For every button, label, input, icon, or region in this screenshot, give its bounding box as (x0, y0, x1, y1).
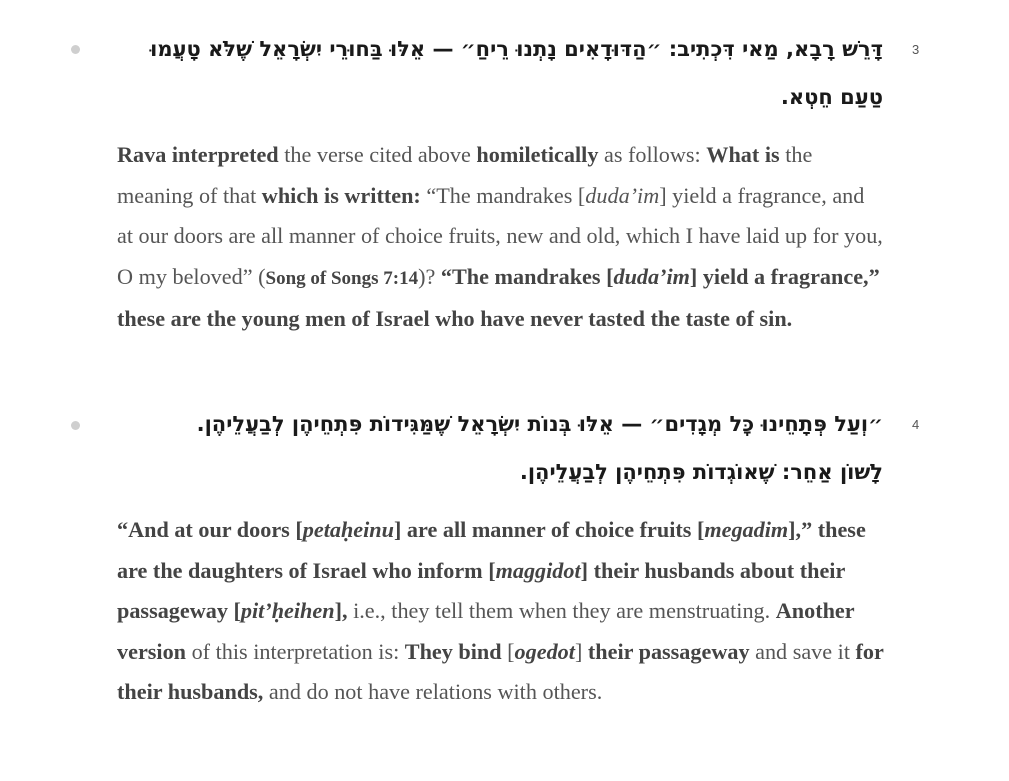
translation-run: What is (706, 142, 780, 167)
segment-number: 3 (912, 42, 920, 57)
hebrew-text: דָּרֵשׁ רָבָא, מַאי דִּכְתִיב: ״הַדּוּדָאִים נָתְנוּ רֵיחַ״ — אֵלּוּ בַּחוּרֵי יִשְׂרָאֵל שֶׁלֹּא טָעֲמוּ טַעַם חֵטְא. (150, 37, 883, 109)
translation-run: duda’im (613, 263, 690, 289)
segment-number: 4 (912, 417, 920, 432)
english-translation (117, 135, 885, 340)
translation-run: Rava interpreted (117, 142, 279, 167)
english-translation (117, 510, 885, 713)
translation-run: ] their husbands about their passageway [ (117, 557, 845, 624)
translation-run: ] (574, 638, 588, 664)
translation-run: megadim (704, 517, 789, 542)
translation-run: Another version (117, 598, 855, 664)
translation-run: ] yield a fragrance, and at our doors are all manner of choice fruits, new and old, which I have laid up for you, O my beloved” ( (117, 182, 883, 289)
translation-run: of this interpretation is: (186, 638, 405, 664)
translation-run: their passageway (587, 638, 750, 664)
verse-reference-link[interactable]: Song of Songs 7:14 (265, 267, 419, 289)
translation-run: duda’im (585, 182, 660, 208)
translation-run: “And at our doors [ (117, 517, 303, 542)
translation-run: which is written: (261, 182, 421, 208)
translation-run: and do not have relations with others. (263, 679, 603, 705)
translation-run: for their husbands, (117, 638, 884, 705)
translation-run: “The mandrakes [ (440, 263, 614, 289)
hebrew-text: ״וְעַל פְּתָחֵינוּ כׇּל מְגָדִים״ — אֵלּוּ בְּנוֹת יִשְׂרָאֵל שֶׁמַּגִּידוֹת פִּתְחֵיהֶן לְבַעֲלֵיהֶן. לָשׁוֹן אַחֵר: שֶׁאוֹגְדוֹת פִּתְחֵיהֶן לְבַעֲלֵיהֶן. (196, 412, 883, 484)
translation-run: as follows: (598, 142, 707, 167)
translation-run: the verse cited above (278, 142, 477, 167)
translation-run: “The mandrakes [ (420, 182, 586, 208)
translation-run: and save it (749, 638, 856, 664)
translation-run: i.e., they tell them when they are menstruating. (347, 598, 776, 624)
segment-bullet (71, 421, 80, 430)
translation-run: [ (501, 638, 515, 664)
translation-run: )? (418, 263, 441, 289)
translation-run: ogedot (514, 638, 575, 664)
translation-run: petaḥeinu (302, 517, 394, 542)
translation-run: ] yield a fragrance,” these are the young men of Israel who have never tasted the taste of sin. (117, 263, 880, 332)
translation-run: pit’ḥeihen (240, 598, 335, 624)
translation-run: ] are all manner of choice fruits [ (393, 517, 705, 542)
segment-bullet (71, 45, 80, 54)
translation-run: ], (334, 598, 348, 624)
translation-run: They bind (404, 638, 502, 664)
translation-run: the meaning of that (117, 142, 813, 208)
translation-run: ],” these are the daughters of Israel who inform [ (117, 517, 866, 583)
translation-run: maggidot (495, 557, 581, 583)
translation-run: homiletically (476, 142, 599, 167)
